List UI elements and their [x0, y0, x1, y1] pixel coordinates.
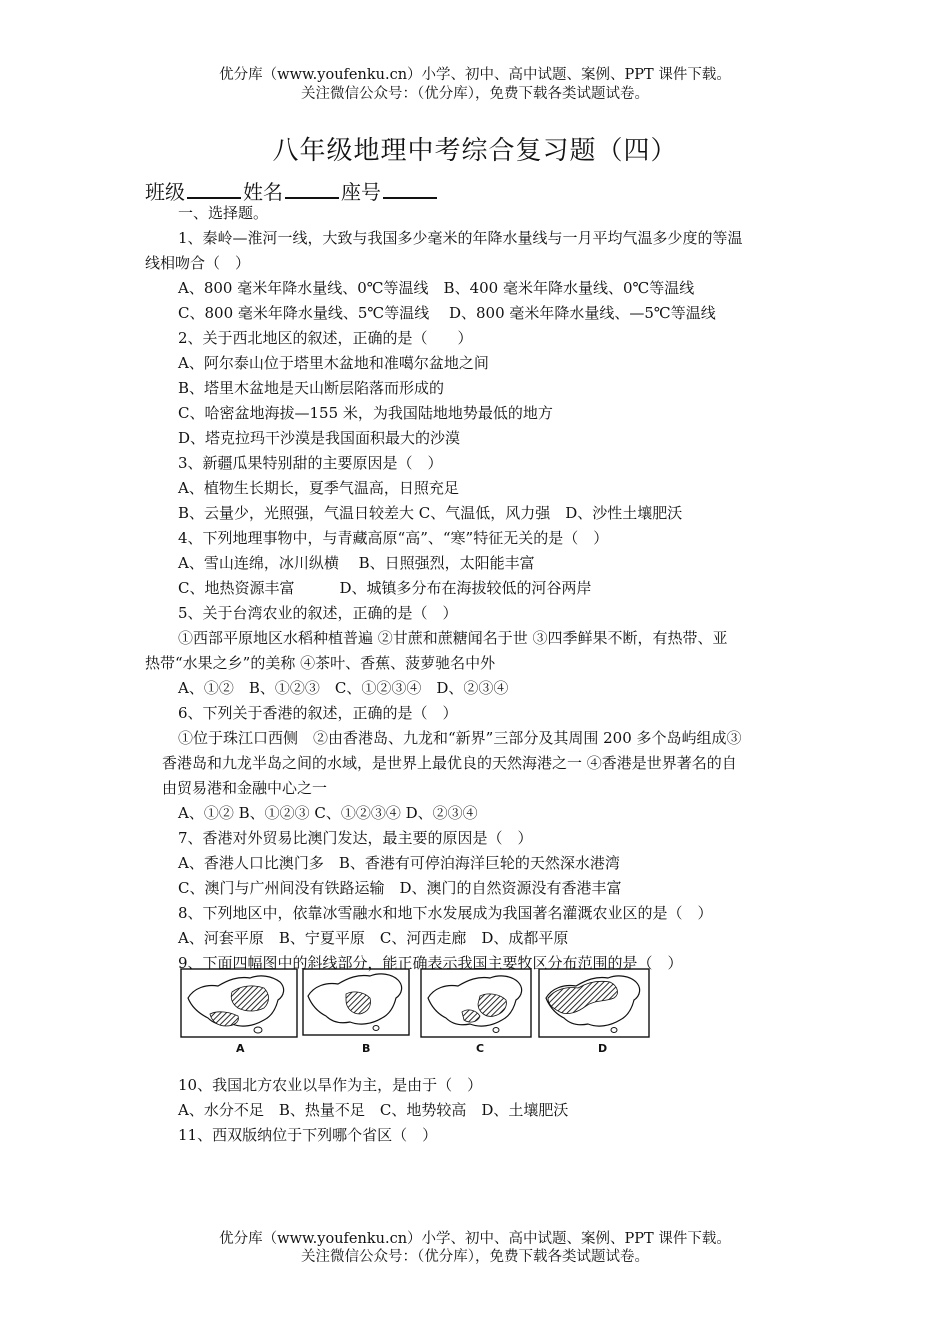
question-4-options-cd: C、地热资源丰富 D、城镇多分布在海拔较低的河谷两岸	[178, 579, 592, 597]
question-6-statements-end: 由贸易港和金融中心之一	[162, 779, 328, 797]
map-option-a[interactable]	[180, 968, 298, 1055]
question-2-option-c: C、哈密盆地海拔—155 米，为我国陆地地势最低的地方	[178, 404, 553, 422]
question-6-statements-cont: 香港岛和九龙半岛之间的水域，是世界上最优良的天然海港之一 ④香港是世界著名的自	[162, 754, 737, 772]
question-4-options-ab: A、雪山连绵，冰川纵横 B、日照强烈，太阳能丰富	[178, 554, 535, 572]
question-5: 5、关于台湾农业的叙述，正确的是（ ）	[178, 604, 458, 622]
question-3-options-bcd: B、云量少，光照强，气温日较差大 C、气温低，风力强 D、沙性土壤肥沃	[178, 504, 683, 522]
question-6-options: A、①② B、①②③ C、①②③④ D、②③④	[178, 804, 478, 822]
footer-line-2: 关注微信公众号：（优分库），免费下载各类试题试卷。	[301, 1249, 649, 1265]
class-label: 班级	[145, 180, 185, 204]
footer-line-1: 优分库（www.youfenku.cn）小学、初中、高中试题、案例、PPT 课件下载。	[219, 1231, 731, 1247]
name-label: 姓名	[243, 180, 283, 204]
question-10: 10、我国北方农业以旱作为主，是由于（ ）	[178, 1076, 483, 1094]
name-blank[interactable]	[285, 179, 339, 199]
question-8-options: A、河套平原 B、宁夏平原 C、河西走廊 D、成都平原	[178, 929, 569, 947]
question-7-options-cd: C、澳门与广州间没有铁路运输 D、澳门的自然资源没有香港丰富	[178, 879, 622, 897]
question-5-options: A、①② B、①②③ C、①②③④ D、②③④	[178, 679, 509, 697]
map-label-c: C	[476, 1042, 485, 1055]
question-9-maps	[180, 968, 660, 1060]
question-2-option-b: B、塔里木盆地是天山断层陷落而形成的	[178, 379, 445, 397]
question-2-option-a: A、阿尔泰山位于塔里木盆地和准噶尔盆地之间	[178, 354, 489, 372]
question-2: 2、关于西北地区的叙述，正确的是（ ）	[178, 329, 473, 347]
question-3: 3、新疆瓜果特别甜的主要原因是（ ）	[178, 454, 443, 472]
class-blank[interactable]	[187, 179, 241, 199]
question-3-option-a: A、植物生长期长，夏季气温高，日照充足	[178, 479, 459, 497]
question-8: 8、下列地区中，依靠冰雪融水和地下水发展成为我国著名灌溉农业区的是（ ）	[178, 904, 713, 922]
header-line-2: 关注微信公众号：（优分库），免费下载各类试题试卷。	[301, 86, 649, 102]
page-title: 八年级地理中考综合复习题（四）	[272, 136, 678, 166]
question-7: 7、香港对外贸易比澳门发达，最主要的原因是（ ）	[178, 829, 533, 847]
question-2-option-d: D、塔克拉玛干沙漠是我国面积最大的沙漠	[178, 429, 461, 447]
map-label-b: B	[362, 1042, 371, 1055]
question-6-statements: ①位于珠江口西侧 ②由香港岛、九龙和“新界”三部分及其周围 200 多个岛屿组成③	[178, 729, 742, 747]
question-1-options-cd: C、800 毫米年降水量线、5℃等温线 D、800 毫米年降水量线、—5℃等温线	[178, 304, 716, 322]
question-1: 1、秦岭—淮河一线，大致与我国多少毫米的年降水量线与一月平均气温多少度的等温	[178, 229, 743, 247]
map-option-b[interactable]	[302, 968, 410, 1055]
seat-blank[interactable]	[383, 179, 437, 199]
question-5-statements: ①西部平原地区水稻种植普遍 ②甘蔗和蔗糖闻名于世 ③四季鲜果不断，有热带、亚	[178, 629, 728, 647]
section-heading: 一、选择题。	[178, 204, 269, 222]
question-9: 9、下面四幅图中的斜线部分，能正确表示我国主要牧区分布范围的是（ ）	[178, 954, 683, 972]
map-option-d[interactable]	[538, 968, 650, 1055]
seat-label: 座号	[341, 180, 381, 204]
question-7-options-ab: A、香港人口比澳门多 B、香港有可停泊海洋巨轮的天然深水港湾	[178, 854, 620, 872]
map-label-d: D	[598, 1042, 608, 1055]
map-option-c[interactable]	[420, 968, 532, 1055]
question-10-options: A、水分不足 B、热量不足 C、地势较高 D、土壤肥沃	[178, 1101, 569, 1119]
question-1-cont: 线相吻合（ ）	[145, 254, 251, 272]
question-1-options-ab: A、800 毫米年降水量线、0℃等温线 B、400 毫米年降水量线、0℃等温线	[178, 279, 695, 297]
question-6: 6、下列关于香港的叙述，正确的是（ ）	[178, 704, 458, 722]
question-4: 4、下列地理事物中，与青藏高原“高”、“寒”特征无关的是（ ）	[178, 529, 609, 547]
map-label-a: A	[236, 1042, 245, 1055]
question-5-statements-cont: 热带“水果之乡”的美称 ④茶叶、香蕉、菠萝驰名中外	[145, 654, 496, 672]
question-11: 11、西双版纳位于下列哪个省区（ ）	[178, 1126, 438, 1144]
student-info	[145, 176, 439, 205]
header-line-1: 优分库（www.youfenku.cn）小学、初中、高中试题、案例、PPT 课件下载。	[219, 67, 731, 83]
